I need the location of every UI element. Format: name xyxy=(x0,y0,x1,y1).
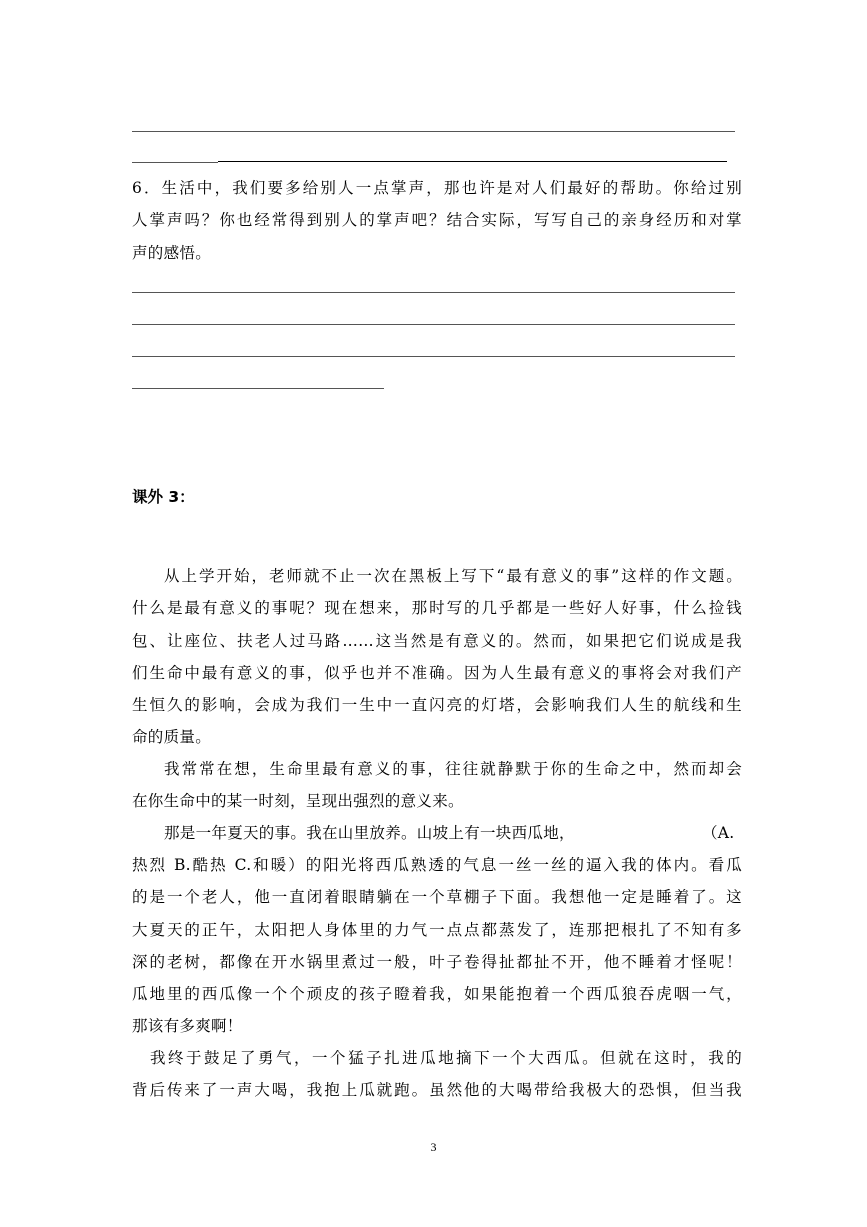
answer-line xyxy=(132,131,735,132)
answer-line xyxy=(132,292,735,293)
passage-line: 命的质量。 xyxy=(132,728,212,746)
question-6-line: 声的感悟。 xyxy=(132,244,212,262)
answer-line xyxy=(132,356,735,357)
passage-line: 那是一年夏天的事。我在山里放养。山坡上有一块西瓜地， xyxy=(164,824,575,842)
question-6-line: 人掌声吗？你也经常得到别人的掌声吧？结合实际，写写自己的亲身经历和对掌 xyxy=(132,211,742,229)
answer-line xyxy=(132,324,735,325)
answer-line xyxy=(132,162,218,163)
answer-line xyxy=(218,161,727,162)
page-number: 3 xyxy=(430,1140,437,1154)
passage-line: 生恒久的影响，会成为我们一生中一直闪亮的灯塔，会影响我们人生的航线和生 xyxy=(132,696,742,714)
passage-line: 瓜地里的西瓜像一个个顽皮的孩子瞪着我，如果能抱着一个西瓜狼吞虎咽一气， xyxy=(132,985,742,1003)
passage-line: 在你生命中的某一时刻，呈现出强烈的意义来。 xyxy=(132,792,464,810)
passage-line: 从上学开始，老师就不止一次在黑板上写下“最有意义的事”这样的作文题。 xyxy=(164,567,742,585)
section-title: 课外 3： xyxy=(132,488,195,506)
passage-line: 背后传来了一声大喝，我抱上瓜就跑。虽然他的大喝带给我极大的恐惧，但当我 xyxy=(132,1081,742,1099)
passage-line: 热烈 B.酷热 C.和暖）的阳光将西瓜熟透的气息一丝一丝的逼入我的体内。看瓜 xyxy=(132,856,742,874)
passage-line: 包、让座位、扶老人过马路……这当然是有意义的。然而，如果把它们说成是我 xyxy=(132,632,742,650)
option-label: （A. xyxy=(702,824,735,842)
passage-line: 们生命中最有意义的事，似乎也并不准确。因为人生最有意义的事将会对我们产 xyxy=(132,664,742,682)
passage-line: 我常常在想，生命里最有意义的事，往往就静默于你的生命之中，然而却会 xyxy=(164,760,742,778)
passage-line: 什么是最有意义的事呢？现在想来，那时写的几乎都是一些好人好事，什么捡钱 xyxy=(132,599,742,617)
passage-line: 深的老树，都像在开水锅里煮过一般，叶子卷得扯都扯不开，他不睡着才怪呢！ xyxy=(132,953,742,971)
answer-line xyxy=(132,388,384,389)
passage-line: 的是一个老人，他一直闭着眼睛躺在一个草棚子下面。我想他一定是睡着了。这 xyxy=(132,888,742,906)
passage-line: 大夏天的正午，太阳把人身体里的力气一点点都蒸发了，连那把根扎了不知有多 xyxy=(132,921,742,939)
passage-line: 那该有多爽啊！ xyxy=(132,1017,243,1035)
question-6-line: 6．生活中，我们要多给别人一点掌声，那也许是对人们最好的帮助。你给过别 xyxy=(132,179,742,197)
passage-line: 我终于鼓足了勇气，一个猛子扎进瓜地摘下一个大西瓜。但就在这时，我的 xyxy=(150,1049,742,1067)
